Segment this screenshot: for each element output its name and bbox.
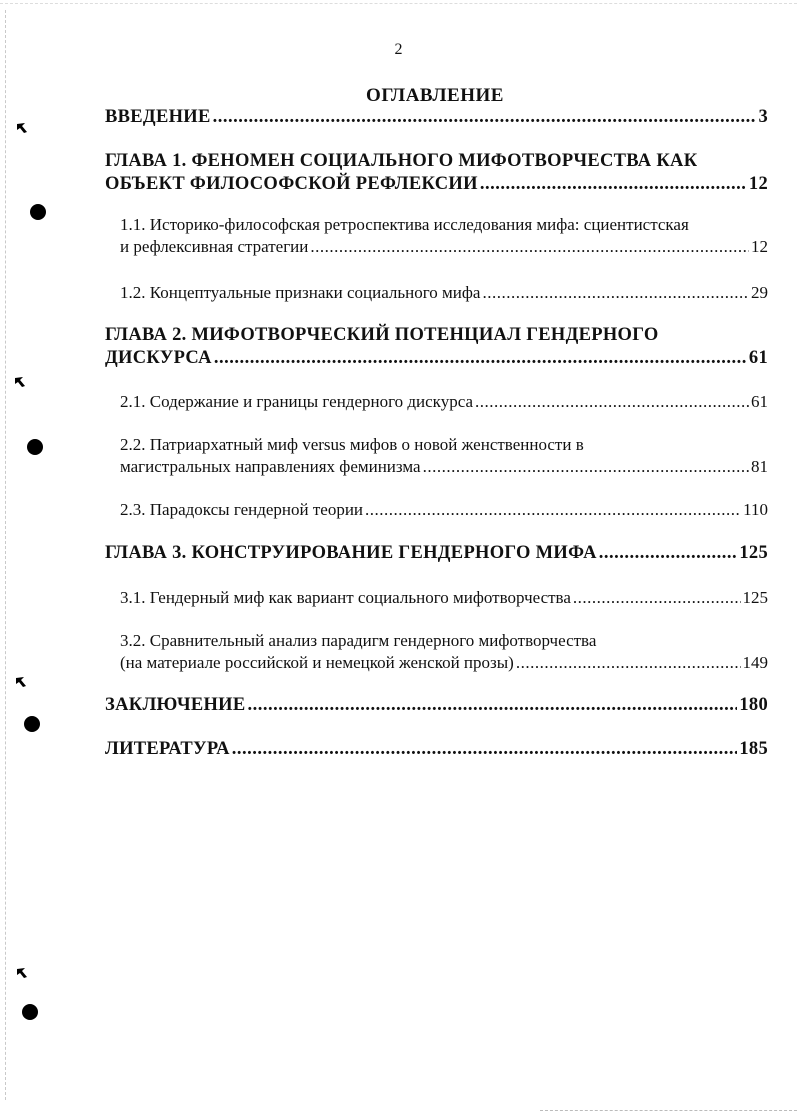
scan-arrow-mark-1: [16, 121, 28, 133]
scan-dot-mark-3: [24, 716, 40, 732]
dot-leader: [480, 173, 747, 196]
toc-entry-chapter-3[interactable]: [105, 542, 768, 565]
entry-title-line-2: и рефлексивная стратегии: [120, 237, 309, 256]
entry-page: 185: [739, 739, 768, 759]
entry-title-line-1: 2.2. Патриархатный миф versus мифов о новой женственности в: [120, 435, 584, 454]
dot-leader: [423, 456, 749, 478]
entry-page: 149: [742, 653, 768, 672]
entry-title: 2.1. Содержание и границы гендерного дискурса: [120, 392, 473, 411]
scan-top-edge: [0, 3, 797, 4]
dot-leader: [475, 391, 749, 413]
toc-entry-conclusion[interactable]: [105, 694, 768, 717]
page-number: 2: [394, 41, 403, 58]
dot-leader: [248, 694, 738, 717]
entry-page: 61: [751, 392, 768, 411]
entry-page: 12: [751, 237, 768, 256]
entry-title: 2.3. Парадоксы гендерной теории: [120, 500, 364, 519]
toc-entry-section-2-3[interactable]: [120, 499, 768, 521]
entry-page: 125: [742, 588, 768, 607]
toc-title: ОГЛАВЛЕНИЕ: [366, 85, 504, 106]
entry-page: 61: [748, 348, 768, 368]
scan-left-edge: [5, 10, 6, 1100]
entry-title-line-2: магистральных направлениях феминизма: [120, 457, 421, 476]
entry-page: 29: [751, 283, 768, 302]
entry-title-line-2: (на материале российской и немецкой женской прозы): [120, 653, 514, 672]
toc-entry-section-1-1[interactable]: [120, 214, 768, 258]
toc-entry-chapter-2[interactable]: [105, 324, 768, 370]
toc-entry-section-2-1[interactable]: [120, 391, 768, 413]
entry-page: 180: [739, 695, 768, 715]
entry-page: 12: [748, 174, 768, 194]
dot-leader: [214, 347, 747, 370]
entry-page: 110: [743, 500, 768, 519]
entry-title: 3.1. Гендерный миф как вариант социального мифотворчества: [120, 588, 571, 607]
entry-title-line-2: ОБЪЕКТ ФИЛОСОФСКОЙ РЕФЛЕКСИИ: [105, 174, 478, 194]
entry-title: ВВЕДЕНИЕ: [105, 107, 211, 127]
dot-leader: [516, 652, 741, 674]
entry-page: 81: [751, 457, 768, 476]
entry-title-line-2: ДИСКУРСА: [105, 348, 212, 368]
scan-dot-mark-4: [22, 1004, 38, 1020]
entry-title: ГЛАВА 3. КОНСТРУИРОВАНИЕ ГЕНДЕРНОГО МИФА: [105, 543, 597, 563]
dot-leader: [365, 499, 741, 521]
scan-arrow-mark-3: [15, 675, 27, 687]
toc-entry-section-3-2[interactable]: [120, 630, 768, 674]
entry-title-line-1: ГЛАВА 1. ФЕНОМЕН СОЦИАЛЬНОГО МИФОТВОРЧЕСТВА КАК: [105, 151, 698, 171]
scan-arrow-mark-2: [14, 375, 26, 387]
dot-leader: [573, 587, 741, 609]
entry-title-line-1: 1.1. Историко-философская ретроспектива исследования мифа: сциентистская: [120, 215, 689, 234]
toc-entry-introduction[interactable]: [105, 106, 768, 129]
toc-entry-section-1-2[interactable]: [120, 282, 768, 304]
toc-entry-section-2-2[interactable]: [120, 434, 768, 478]
dot-leader: [213, 106, 757, 129]
entry-title: 1.2. Концептуальные признаки социального мифа: [120, 283, 481, 302]
toc-entry-chapter-1[interactable]: [105, 150, 768, 196]
dot-leader: [310, 236, 749, 258]
entry-title-line-1: 3.2. Сравнительный анализ парадигм гендерного мифотворчества: [120, 631, 597, 650]
entry-page: 125: [739, 543, 768, 563]
dot-leader: [482, 282, 749, 304]
dot-leader: [599, 542, 738, 565]
scan-dot-mark-2: [27, 439, 43, 455]
entry-title-line-1: ГЛАВА 2. МИФОТВОРЧЕСКИЙ ПОТЕНЦИАЛ ГЕНДЕРНОГО: [105, 325, 659, 345]
dot-leader: [232, 738, 738, 761]
scan-bottom-edge: [540, 1110, 797, 1111]
toc-entry-section-3-1[interactable]: [120, 587, 768, 609]
entry-page: 3: [758, 107, 768, 127]
toc-entry-literature[interactable]: [105, 738, 768, 761]
entry-title: ЛИТЕРАТУРА: [105, 739, 230, 759]
scan-arrow-mark-4: [16, 966, 28, 978]
scan-dot-mark-1: [30, 204, 46, 220]
entry-title: ЗАКЛЮЧЕНИЕ: [105, 695, 246, 715]
